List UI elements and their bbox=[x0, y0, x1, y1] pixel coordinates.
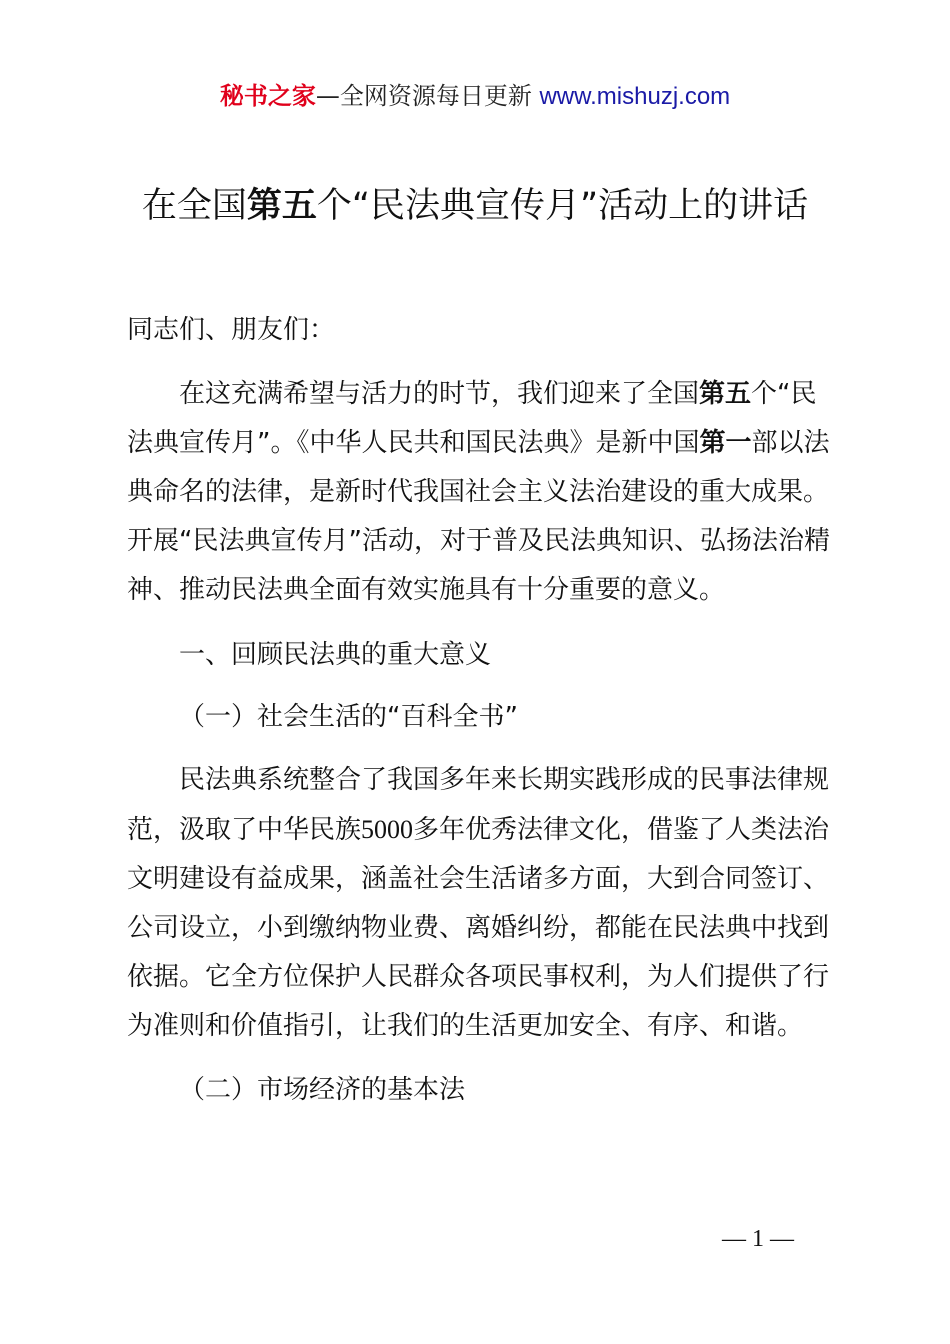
salutation: 同志们、朋友们： bbox=[127, 315, 336, 345]
subsection-heading-1: （一）社会生活的“百科全书” bbox=[179, 702, 518, 732]
body-text-1: 民法典系统整合了我国多年来长期实践形成的民事法律规范，汲取了中华民族 bbox=[127, 765, 830, 845]
title-part-1: 在全国 bbox=[141, 186, 247, 226]
intro-bold-2: 第一 bbox=[699, 428, 752, 458]
body-text-2: 多年优秀法律文化，借鉴了人类法治文明建设有益成果，涵盖社会生活诸多方面，大到合同签订、公司设立，小到缴纳物业费、离婚纠纷，都能在民法典中找到依据。它全方位保护人民群众各项民事权利，为人们提供了行为准则和价值指引，让我们的生活更加安全、有序、和谐。 bbox=[127, 815, 830, 1041]
subsection-heading-2: （二）市场经济的基本法 bbox=[179, 1075, 466, 1105]
site-url-link[interactable]: www.mishuzj.com bbox=[539, 83, 731, 110]
site-slogan: —全网资源每日更新 bbox=[315, 82, 540, 110]
intro-paragraph bbox=[127, 370, 837, 615]
site-header bbox=[0, 80, 950, 113]
intro-text-3: 部以法典命名的法律，是新时代我国社会主义法治建设的重大成果。开展“民法典宣传月”活动，对于普及民法典知识、弘扬法治精神、推动民法典全面有效实施具有十分重要的意义。 bbox=[127, 428, 830, 605]
section-heading: 一、回顾民法典的重大意义 bbox=[179, 640, 492, 670]
page-number: — 1 — bbox=[722, 1226, 794, 1252]
body-number: 5000 bbox=[361, 815, 414, 844]
intro-text-1: 在这充满希望与活力的时节，我们迎来了全国 bbox=[179, 379, 700, 409]
intro-text-2: 个“民法典宣传月”。《中华人民共和国民法典》是新中国 bbox=[127, 379, 817, 458]
intro-bold-1: 第五 bbox=[699, 379, 752, 409]
body-paragraph bbox=[127, 756, 837, 1051]
site-brand: 秘书之家 bbox=[219, 82, 316, 110]
title-bold: 第五 bbox=[246, 186, 317, 226]
document-title bbox=[0, 184, 950, 228]
title-part-2: 个“民法典宣传月”活动上的讲话 bbox=[316, 186, 809, 226]
